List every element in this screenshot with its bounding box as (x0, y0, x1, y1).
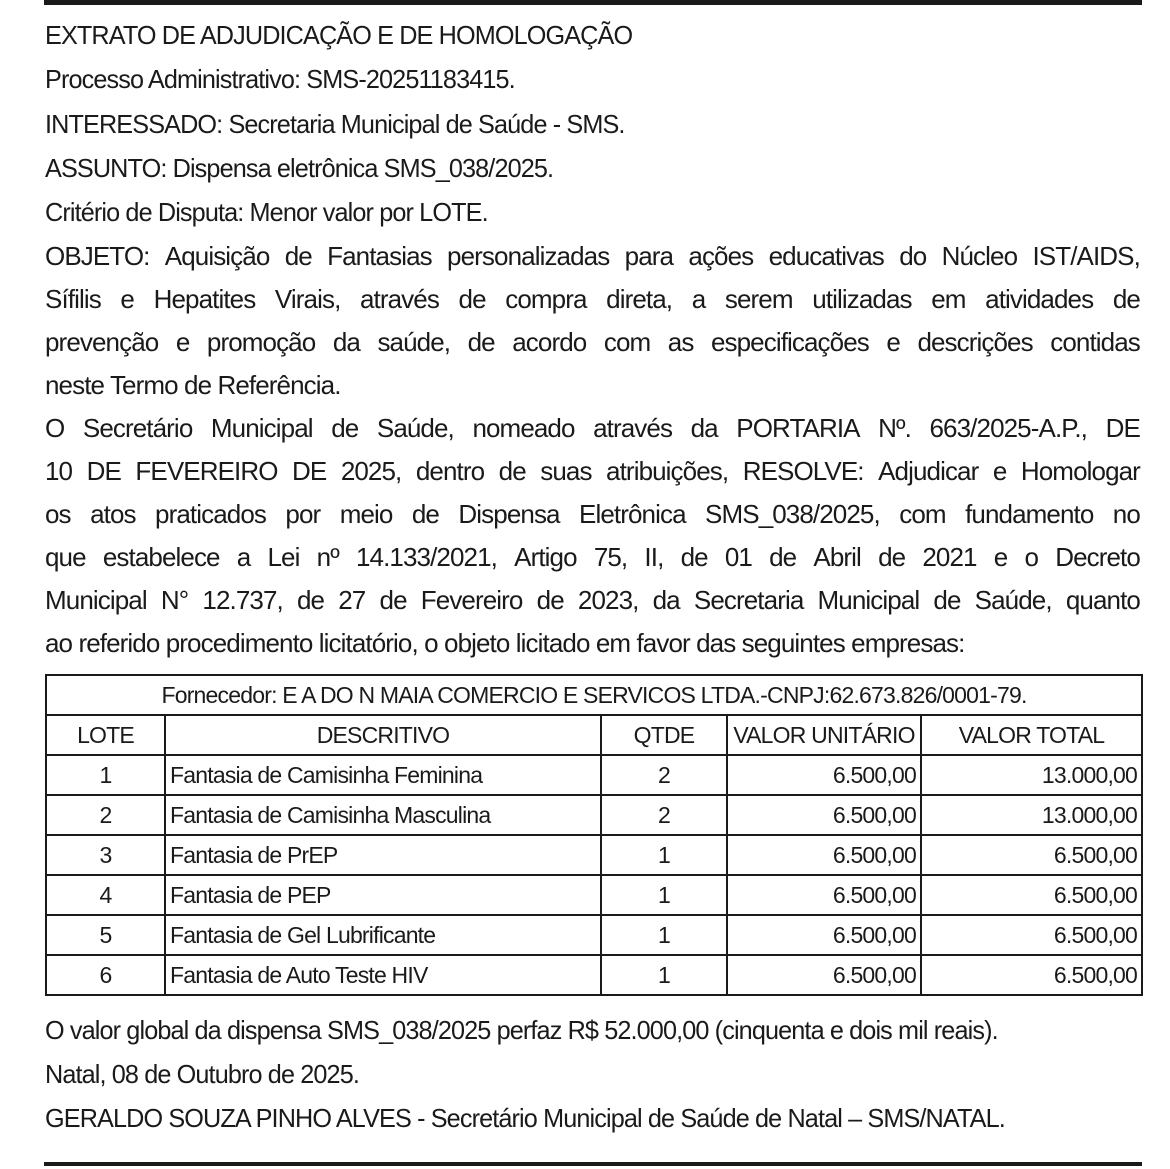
document-title: EXTRATO DE ADJUDICAÇÃO E DE HOMOLOGAÇÃO (45, 20, 633, 50)
qtde-cell: 1 (601, 915, 727, 955)
valor-total-cell: 13.000,00 (921, 795, 1142, 835)
valor-total-cell: 6.500,00 (921, 955, 1142, 995)
descritivo-cell: Fantasia de PEP (165, 875, 601, 915)
valor-unitario-cell: 6.500,00 (727, 875, 921, 915)
objeto-line: OBJETO: Aquisição de Fantasias personalizadas para ações educativas do Núcleo IST/AIDS, (45, 241, 1140, 271)
column-header-lote: LOTE (46, 715, 165, 755)
lote-cell: 6 (46, 955, 165, 995)
valor-unitario-cell: 6.500,00 (727, 835, 921, 875)
qtde-cell: 2 (601, 795, 727, 835)
column-header-descritivo: DESCRITIVO (165, 715, 601, 755)
objeto-line: Sífilis e Hepatites Virais, através de compra direta, a serem utilizadas em atividades de (45, 284, 1140, 314)
supplier-cell: Fornecedor: E A DO N MAIA COMERCIO E SERVICOS LTDA.-CNPJ:62.673.826/0001-79. (46, 675, 1142, 715)
qtde-cell: 1 (601, 835, 727, 875)
table-row (46, 755, 1142, 795)
signature-line: GERALDO SOUZA PINHO ALVES - Secretário Municipal de Saúde de Natal – SMS/NATAL. (45, 1103, 1005, 1133)
valor-total-cell: 6.500,00 (921, 875, 1142, 915)
descritivo-cell: Fantasia de PrEP (165, 835, 601, 875)
bottom-rule (44, 1162, 1142, 1166)
valor-total-cell: 6.500,00 (921, 835, 1142, 875)
table-row (46, 875, 1142, 915)
descritivo-cell: Fantasia de Camisinha Feminina (165, 755, 601, 795)
lote-cell: 4 (46, 875, 165, 915)
column-header-qtde: QTDE (601, 715, 727, 755)
processo-line: Processo Administrativo: SMS-20251183415. (45, 64, 515, 94)
objeto-line: prevenção e promoção da saúde, de acordo com as especificações e descrições contidas (45, 327, 1140, 357)
descritivo-cell: Fantasia de Camisinha Masculina (165, 795, 601, 835)
date-line: Natal, 08 de Outubro de 2025. (45, 1059, 360, 1089)
resolucao-line: Municipal N° 12.737, de 27 de Fevereiro de 2023, da Secretaria Municipal de Saúde, quanto (45, 585, 1140, 615)
qtde-cell: 2 (601, 755, 727, 795)
qtde-cell: 1 (601, 955, 727, 995)
lote-cell: 2 (46, 795, 165, 835)
resolucao-line: O Secretário Municipal de Saúde, nomeado através da PORTARIA Nº. 663/2025-A.P., DE (45, 413, 1140, 443)
top-rule (44, 0, 1142, 5)
assunto-line: ASSUNTO: Dispensa eletrônica SMS_038/2025. (45, 153, 554, 183)
column-header-valor-total: VALOR TOTAL (921, 715, 1142, 755)
lote-cell: 3 (46, 835, 165, 875)
lote-cell: 5 (46, 915, 165, 955)
resolucao-line: que estabelece a Lei nº 14.133/2021, Artigo 75, II, de 01 de Abril de 2021 e o Decreto (45, 542, 1140, 572)
descritivo-cell: Fantasia de Auto Teste HIV (165, 955, 601, 995)
table-row (46, 955, 1142, 995)
lote-cell: 1 (46, 755, 165, 795)
valor-total-cell: 6.500,00 (921, 915, 1142, 955)
interessado-line: INTERESSADO: Secretaria Municipal de Saúde - SMS. (45, 109, 625, 139)
resolucao-line: ao referido procedimento licitatório, o objeto licitado em favor das seguintes empresas: (45, 628, 965, 658)
column-header-valor-unitario: VALOR UNITÁRIO (727, 715, 921, 755)
supplier-row (46, 675, 1142, 715)
valor-total-cell: 13.000,00 (921, 755, 1142, 795)
valor-unitario-cell: 6.500,00 (727, 755, 921, 795)
objeto-line: neste Termo de Referência. (45, 370, 341, 400)
table-row (46, 915, 1142, 955)
descritivo-cell: Fantasia de Gel Lubrificante (165, 915, 601, 955)
resolucao-line: os atos praticados por meio de Dispensa Eletrônica SMS_038/2025, com fundamento no (45, 499, 1140, 529)
valor-global-line: O valor global da dispensa SMS_038/2025 perfaz R$ 52.000,00 (cinquenta e dois mil reais). (45, 1015, 998, 1045)
lotes-table (45, 674, 1143, 996)
criterio-line: Critério de Disputa: Menor valor por LOTE. (45, 197, 488, 227)
valor-unitario-cell: 6.500,00 (727, 795, 921, 835)
table-header-row (46, 715, 1142, 755)
valor-unitario-cell: 6.500,00 (727, 955, 921, 995)
table-row (46, 835, 1142, 875)
qtde-cell: 1 (601, 875, 727, 915)
valor-unitario-cell: 6.500,00 (727, 915, 921, 955)
table-row (46, 795, 1142, 835)
resolucao-line: 10 DE FEVEREIRO DE 2025, dentro de suas atribuições, RESOLVE: Adjudicar e Homologar (45, 456, 1140, 486)
